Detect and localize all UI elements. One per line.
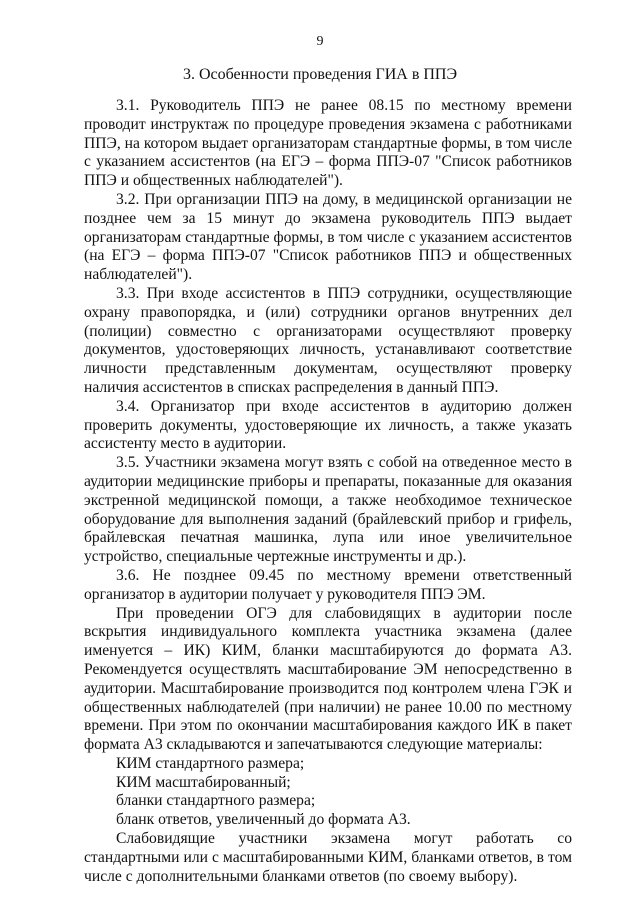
paragraph-3-4: 3.4. Организатор при входе ассистентов в аудиторию должен проверить документы, удостоверяющие их личность, а также указать ассистенту место в аудитории. (84, 397, 572, 453)
paragraph-3-3: 3.3. При входе ассистентов в ППЭ сотрудники, осуществляющие охрану правопорядка, и (или) сотрудники органов внутренних дел (полиции) совместно с организаторами осуществляют проверку документов, удостоверяющих личность, устанавливают соответствие личности представленным документам, осуществляют проверку наличия ассистентов в списках распределения в данный ППЭ. (84, 284, 572, 396)
paragraph-3-2: 3.2. При организации ППЭ на дому, в медицинской организации не позднее чем за 15 минут до экзамена руководитель ППЭ выдает организаторам стандартные формы, в том числе с указанием ассистентов (на ЕГЭ – форма ППЭ-07 "Список работников ППЭ и общественных наблюдателей"). (84, 190, 572, 284)
list-item: бланки стандартного размера; (116, 792, 316, 810)
paragraph-closing: Слабовидящие участники экзамена могут работать со стандартными или с масштабированными КИМ, бланками ответов, в том числе с дополнительными бланками ответов (по своему выбору). (84, 830, 572, 885)
document-body (84, 97, 572, 886)
paragraph-3-5: 3.5. Участники экзамена могут взять с собой на отведенное место в аудитории медицинские приборы и препараты, показанные для оказания экстренной медицинской помощи, а также необходимое техническое оборудование для выполнения заданий (брайлевский прибор и грифель, брайлевская печатная машинка, лупа или иное увеличительное устройство, специальные чертежные инструменты и др.). (84, 454, 572, 566)
list-item: бланк ответов, увеличенный до формата А3. (116, 811, 411, 829)
page-number: 9 (316, 34, 324, 49)
list-item: КИМ масштабированный; (116, 773, 291, 791)
paragraph-oge-scaling: При проведении ОГЭ для слабовидящих в аудитории после вскрытия индивидуального комплекта участника экзамена (далее именуется – ИК) КИМ, бланки масштабируются до формата А3. Рекомендуется осуществлять масштабирование ЭМ непосредственно в аудитории. Масштабирование производится под контролем члена ГЭК и общественных наблюдателей (при наличии) не ранее 10.00 по местному времени. При этом по окончании масштабирования каждого ИК в пакет формата А3 складываются и запечатываются следующие материалы: (84, 604, 572, 754)
paragraph-3-1: 3.1. Руководитель ППЭ не ранее 08.15 по местному времени проводит инструктаж по процедуре проведения экзамена с работниками ППЭ, на котором выдает организаторам стандартные формы, в том числе с указанием ассистентов (на ЕГЭ – форма ППЭ-07 "Список работников ППЭ и общественных наблюдателей"). (84, 97, 572, 190)
paragraph-3-6: 3.6. Не позднее 09.45 по местному времени ответственный организатор в аудитории получает у руководителя ППЭ ЭМ. (84, 566, 572, 603)
section-title: 3. Особенности проведения ГИА в ППЭ (182, 66, 458, 83)
list-item: КИМ стандартного размера; (116, 754, 305, 772)
